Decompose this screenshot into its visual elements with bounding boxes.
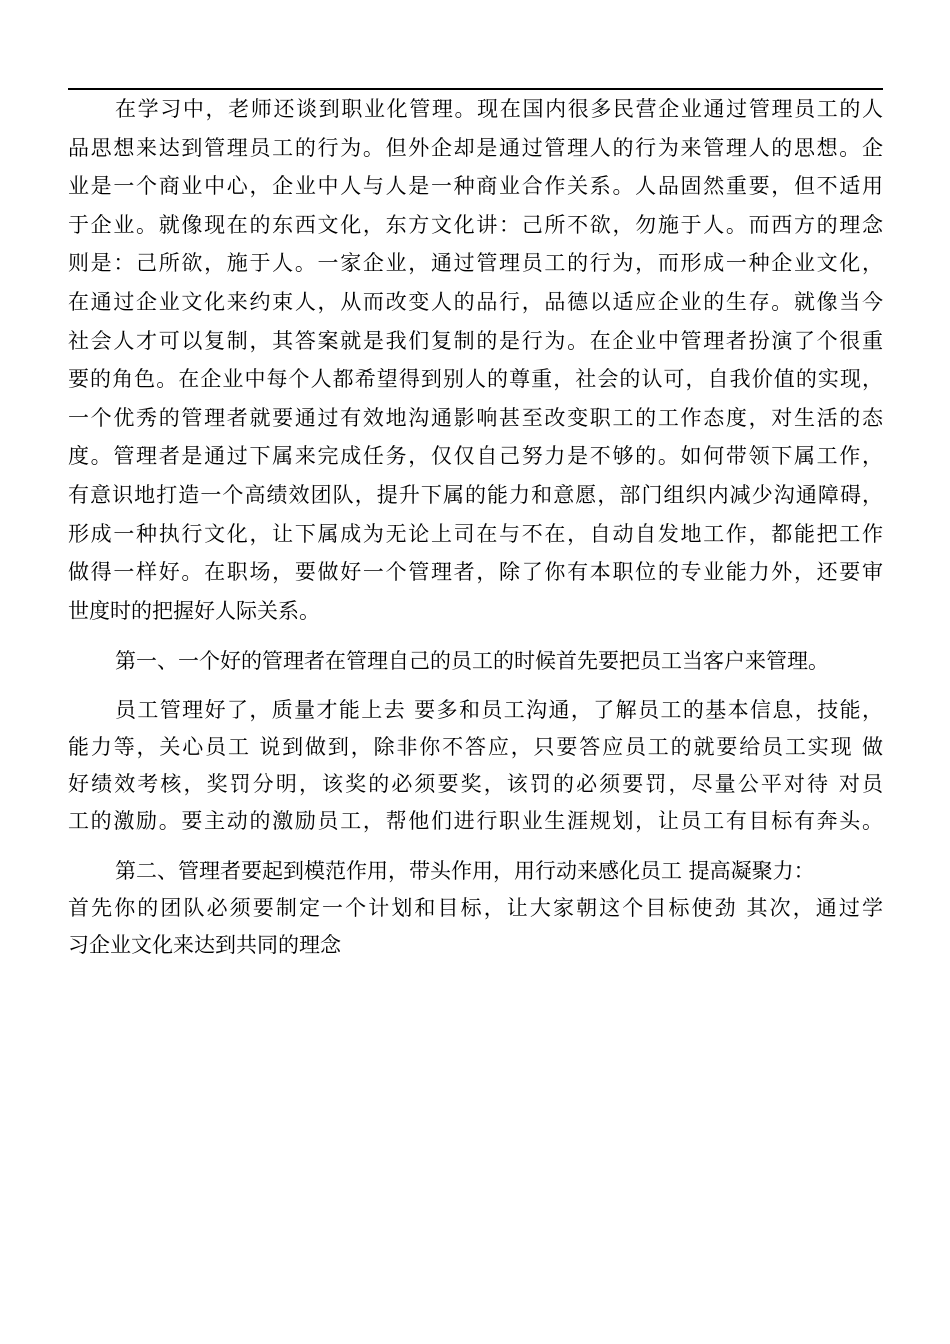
paragraph-point-two (68, 853, 883, 964)
text-line: 能力等，关心员工 说到做到，除非你不答应，只要答应员工的就要给员工实现 做 (68, 735, 883, 760)
text-line: 社会人才可以复制，其答案就是我们复制的是行为。在企业中管理者扮演了个很重 (68, 328, 883, 353)
text-line: 员工管理好了，质量才能上去 要多和员工沟通，了解员工的基本信息，技能， (115, 698, 883, 723)
text-line: 形成一种执行文化，让下属成为无论上司在与不在，自动自发地工作，都能把工作 (68, 521, 883, 546)
text-line: 品思想来达到管理员工的行为。但外企却是通过管理人的行为来管理人的思想。企 (68, 135, 883, 160)
text-line: 则是：己所欲，施于人。一家企业，通过管理员工的行为，而形成一种企业文化， (68, 251, 883, 276)
text-line: 习企业文化来达到共同的理念 (68, 932, 341, 957)
text-line: 做得一样好。在职场，要做好一个管理者，除了你有本职位的专业能力外，还要审 (68, 560, 883, 585)
text-line: 有意识地打造一个高绩效团队，提升下属的能力和意愿，部门组织内减少沟通障碍， (68, 482, 883, 507)
text-line: 世度时的把握好人际关系。 (68, 598, 320, 623)
text-line: 于企业。就像现在的东西文化，东方文化讲：己所不欲，勿施于人。而西方的理念 (68, 212, 883, 237)
text-line: 在通过企业文化来约束人，从而改变人的品行，品德以适应企业的生存。就像当今 (68, 289, 883, 314)
text-line: 工的激励。要主动的激励员工，帮他们进行职业生涯规划，让员工有目标有奔头。 (68, 808, 883, 833)
text-line: 业是一个商业中心，企业中人与人是一种商业合作关系。人品固然重要，但不适用 (68, 174, 883, 199)
text-line: 度。管理者是通过下属来完成任务，仅仅自己努力是不够的。如何带领下属工作， (68, 444, 883, 469)
text-line: 要的角色。在企业中每个人都希望得到别人的尊重，社会的认可，自我价值的实现， (68, 367, 883, 392)
text-line: 一个优秀的管理者就要通过有效地沟通影响甚至改变职工的工作态度，对生活的态 (68, 405, 883, 430)
text-line: 第一、一个好的管理者在管理自己的员工的时候首先要把员工当客户来管理。 (115, 649, 829, 674)
text-line: 在学习中，老师还谈到职业化管理。现在国内很多民营企业通过管理员工的人 (115, 97, 883, 121)
paragraph-employee-management (68, 692, 883, 839)
text-line: 好绩效考核，奖罚分明，该奖的必须要奖，该罚的必须要罚，尽量公平对待 对员 (68, 771, 883, 796)
text-line: 第二、管理者要起到模范作用，带头作用，用行动来感化员工 提高凝聚力： (115, 858, 815, 883)
paragraph-management-study (68, 90, 883, 630)
paragraph-point-one (68, 642, 883, 680)
text-line: 首先你的团队必须要制定一个计划和目标，让大家朝这个目标使劲 其次，通过学 (68, 895, 883, 920)
document-body (68, 90, 883, 964)
